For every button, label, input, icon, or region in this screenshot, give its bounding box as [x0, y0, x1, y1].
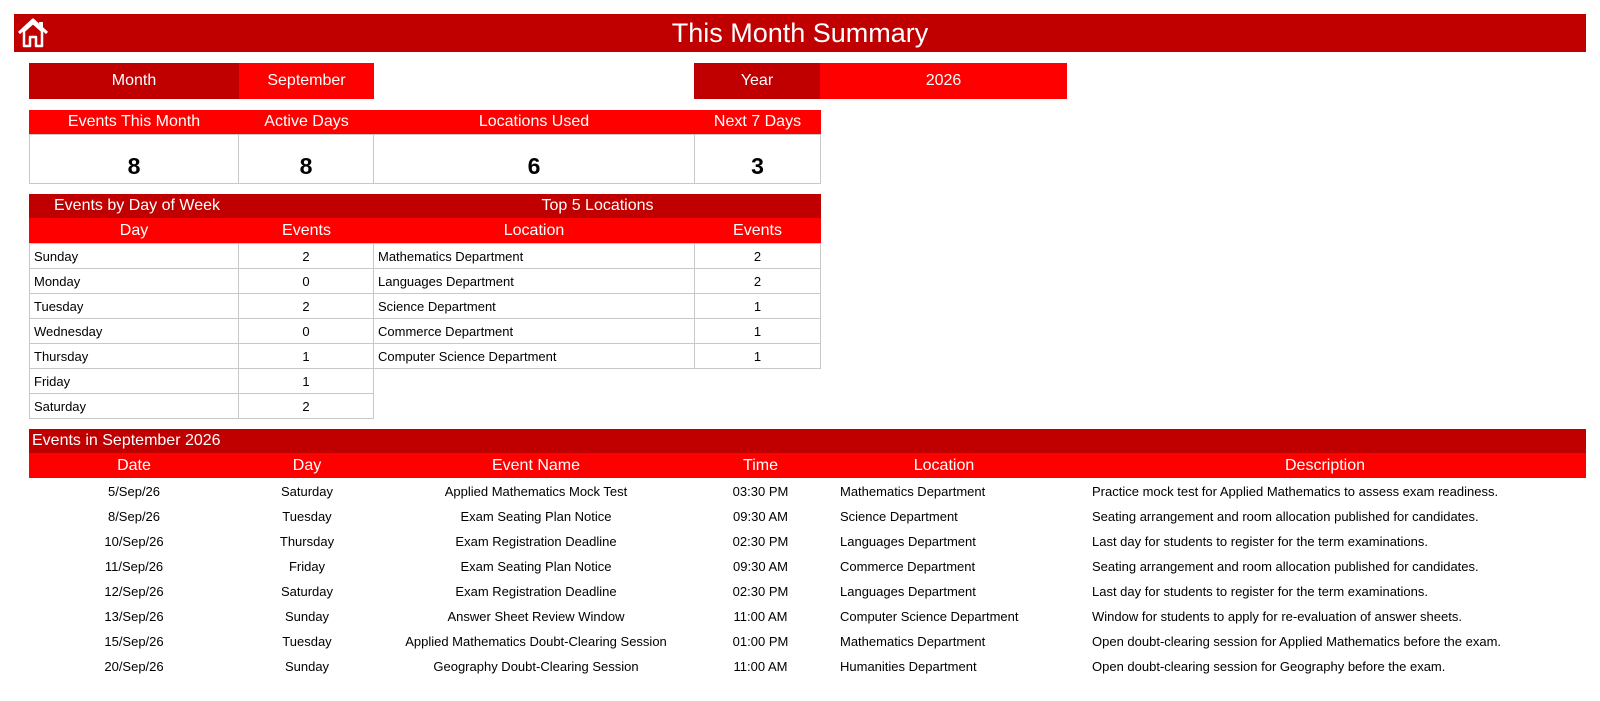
event-time: 01:00 PM — [732, 634, 789, 649]
dow-day-cell: Friday — [29, 368, 239, 394]
event-location: Mathematics Department — [840, 484, 986, 499]
event-row[interactable] — [29, 479, 1586, 504]
events-col-time: Time — [743, 456, 778, 474]
dow-day-cell: Thursday — [29, 343, 239, 369]
month-select[interactable]: September — [239, 63, 374, 99]
events-col-day: Day — [292, 456, 322, 474]
location-name-cell: Languages Department — [373, 268, 695, 294]
event-description: Open doubt-clearing session for Geography before the exam. — [1092, 659, 1446, 674]
dow-day-cell: Tuesday — [29, 293, 239, 319]
event-name: Geography Doubt-Clearing Session — [433, 659, 639, 674]
loc-col-events: Events — [694, 218, 821, 243]
location-events-cell: 1 — [694, 293, 821, 319]
dow-section-title: Events by Day of Week — [29, 194, 374, 218]
event-name: Applied Mathematics Mock Test — [444, 484, 628, 499]
kpi-value-active-days: 8 — [238, 134, 374, 184]
dow-col-events: Events — [239, 218, 374, 243]
location-events-cell: 2 — [694, 243, 821, 269]
event-location: Commerce Department — [840, 559, 976, 574]
event-name: Answer Sheet Review Window — [447, 609, 625, 624]
dow-events-cell: 2 — [238, 243, 374, 269]
dow-events-cell: 1 — [238, 343, 374, 369]
dow-events-cell: 2 — [238, 293, 374, 319]
event-location: Science Department — [840, 509, 958, 524]
events-col-date: Date — [117, 456, 151, 474]
events-section-title: Events in September 2026 — [29, 429, 1586, 453]
event-date: 5/Sep/26 — [107, 484, 161, 499]
event-date: 20/Sep/26 — [104, 659, 164, 674]
event-location: Humanities Department — [840, 659, 977, 674]
event-row[interactable] — [29, 554, 1586, 579]
event-day: Tuesday — [282, 509, 332, 524]
year-select[interactable]: 2026 — [820, 63, 1067, 99]
event-day: Saturday — [280, 584, 334, 599]
top-locations-title: Top 5 Locations — [374, 194, 821, 218]
month-label: Month — [29, 63, 239, 99]
event-row[interactable] — [29, 529, 1586, 554]
event-date: 11/Sep/26 — [104, 559, 164, 574]
event-date: 13/Sep/26 — [104, 609, 164, 624]
page-title: This Month Summary — [671, 17, 929, 48]
dow-events-cell: 0 — [238, 268, 374, 294]
dow-events-cell: 1 — [238, 368, 374, 394]
event-description: Practice mock test for Applied Mathematics to assess exam readiness. — [1092, 484, 1499, 499]
home-icon[interactable] — [16, 16, 50, 50]
kpi-value-locations-used: 6 — [373, 134, 695, 184]
event-date: 8/Sep/26 — [107, 509, 161, 524]
event-time: 11:00 AM — [733, 609, 788, 624]
event-time: 02:30 PM — [732, 584, 789, 599]
dow-events-cell: 2 — [238, 393, 374, 419]
events-col-event-name: Event Name — [491, 456, 581, 474]
location-name-cell: Science Department — [373, 293, 695, 319]
event-date: 10/Sep/26 — [104, 534, 164, 549]
event-day: Friday — [288, 559, 326, 574]
dow-events-cell: 0 — [238, 318, 374, 344]
year-label: Year — [694, 63, 820, 99]
location-name-cell: Computer Science Department — [373, 343, 695, 369]
event-name: Exam Registration Deadline — [455, 534, 617, 549]
event-description: Last day for students to register for the term examinations. — [1092, 584, 1428, 599]
event-day: Thursday — [279, 534, 335, 549]
event-description: Seating arrangement and room allocation published for candidates. — [1092, 509, 1479, 524]
loc-col-location: Location — [374, 218, 694, 243]
kpi-label-locations-used: Locations Used — [374, 110, 694, 134]
dow-col-day: Day — [29, 218, 239, 243]
event-date: 15/Sep/26 — [104, 634, 164, 649]
event-day: Sunday — [284, 659, 330, 674]
event-day: Tuesday — [282, 634, 332, 649]
event-location: Languages Department — [840, 534, 976, 549]
event-description: Window for students to apply for re-evaluation of answer sheets. — [1092, 609, 1462, 624]
event-description: Last day for students to register for the term examinations. — [1092, 534, 1428, 549]
title-bar — [14, 14, 1586, 52]
location-events-cell: 1 — [694, 343, 821, 369]
event-row[interactable] — [29, 579, 1586, 604]
event-time: 02:30 PM — [732, 534, 789, 549]
event-description: Seating arrangement and room allocation published for candidates. — [1092, 559, 1479, 574]
event-day: Saturday — [280, 484, 334, 499]
event-time: 09:30 AM — [733, 559, 788, 574]
kpi-label-events-this-month: Events This Month — [29, 110, 239, 134]
kpi-value-next-7-days: 3 — [694, 134, 821, 184]
location-name-cell: Commerce Department — [373, 318, 695, 344]
dow-day-cell: Wednesday — [29, 318, 239, 344]
event-row[interactable] — [29, 654, 1586, 679]
events-header-row — [29, 453, 1586, 478]
kpi-label-next-7-days: Next 7 Days — [694, 110, 821, 134]
event-location: Languages Department — [840, 584, 976, 599]
kpi-value-events-this-month: 8 — [29, 134, 239, 184]
events-col-description: Description — [1284, 456, 1366, 474]
event-location: Mathematics Department — [840, 634, 986, 649]
event-name: Exam Seating Plan Notice — [460, 509, 612, 524]
event-name: Exam Registration Deadline — [455, 584, 617, 599]
event-day: Sunday — [284, 609, 330, 624]
events-col-location: Location — [913, 456, 975, 474]
event-row[interactable] — [29, 504, 1586, 529]
kpi-label-active-days: Active Days — [239, 110, 374, 134]
event-description: Open doubt-clearing session for Applied Mathematics before the exam. — [1092, 634, 1502, 649]
event-location: Computer Science Department — [840, 609, 1019, 624]
location-events-cell: 1 — [694, 318, 821, 344]
event-date: 12/Sep/26 — [104, 584, 164, 599]
event-time: 03:30 PM — [732, 484, 789, 499]
dow-day-cell: Monday — [29, 268, 239, 294]
event-name: Applied Mathematics Doubt-Clearing Session — [405, 634, 667, 649]
dow-day-cell: Saturday — [29, 393, 239, 419]
location-name-cell: Mathematics Department — [373, 243, 695, 269]
dow-day-cell: Sunday — [29, 243, 239, 269]
event-row[interactable] — [29, 629, 1586, 654]
event-row[interactable] — [29, 604, 1586, 629]
event-name: Exam Seating Plan Notice — [460, 559, 612, 574]
event-time: 09:30 AM — [733, 509, 788, 524]
location-events-cell: 2 — [694, 268, 821, 294]
event-time: 11:00 AM — [733, 659, 788, 674]
